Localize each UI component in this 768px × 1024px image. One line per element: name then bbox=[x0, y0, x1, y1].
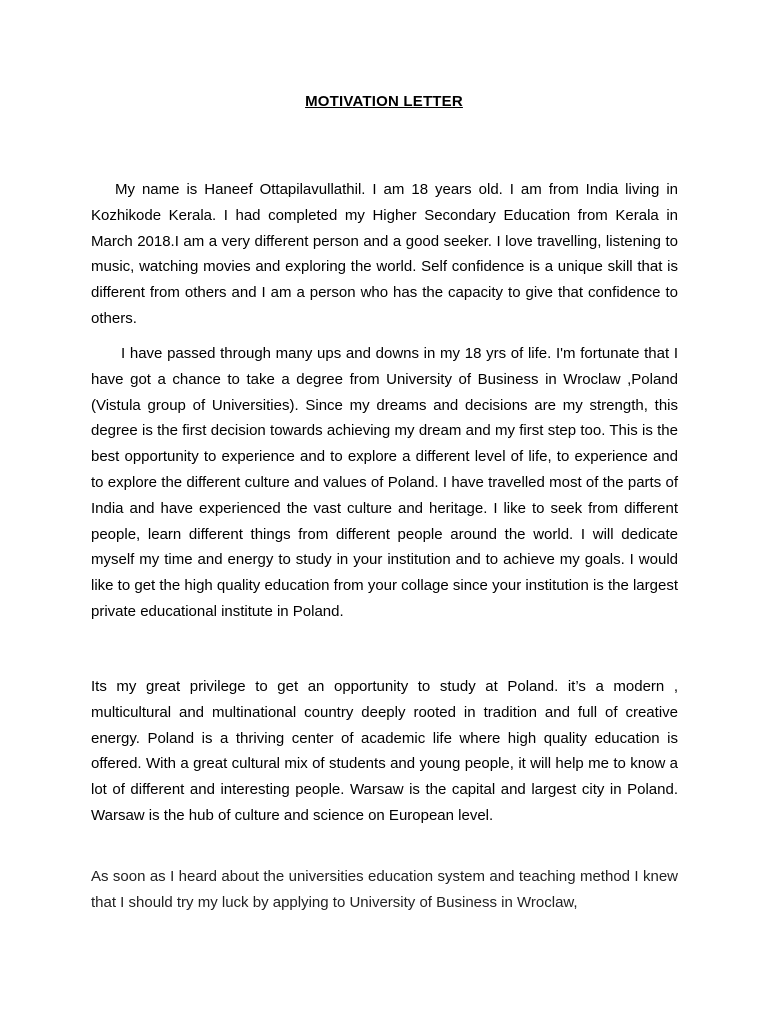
paragraph-application: As soon as I heard about the universities education system and teaching method I knew that I should try my luck by applying to University of Business in Wroclaw, bbox=[91, 868, 678, 911]
paragraph-background: I have passed through many ups and downs in my 18 yrs of life. I'm fortunate that I have got a chance to take a degree from University of Business in Wroclaw ,Poland (Vistula group of Universities). Since my dreams and decisions are my strength, this degree is the first decision towards achieving my dream and my first step too. This is the best opportunity to experience and to explore a different level of life, to experience and to explore the different culture and values of Poland. I have travelled most of the parts of India and have experienced the vast culture and heritage. I like to seek from different people, learn different things from different people around the world. I will dedicate myself my time and energy to study in your institution and to achieve my goals. I would like to get the high quality education from your collage since your institution is the largest private educational institute in Poland. bbox=[91, 345, 678, 620]
paragraph-poland: Its my great privilege to get an opportunity to study at Poland. it’s a modern , multicultural and multinational country deeply rooted in tradition and full of creative energy. Poland is a thriving center of academic life where high quality education is offered. With a great cultural mix of students and young people, it will help me to know a lot of different and interesting people. Warsaw is the capital and largest city in Poland. Warsaw is the hub of culture and science on European level. bbox=[91, 678, 678, 824]
document-title: MOTIVATION LETTER bbox=[305, 93, 463, 110]
paragraph-introduction: My name is Haneef Ottapilavullathil. I am 18 years old. I am from India living in Kozhikode Kerala. I had completed my Higher Secondary Education from Kerala in March 2018.I am a very different person and a good seeker. I love travelling, listening to music, watching movies and exploring the world. Self confidence is a unique skill that is different from others and I am a person who has the capacity to give that confidence to others. bbox=[91, 181, 678, 327]
